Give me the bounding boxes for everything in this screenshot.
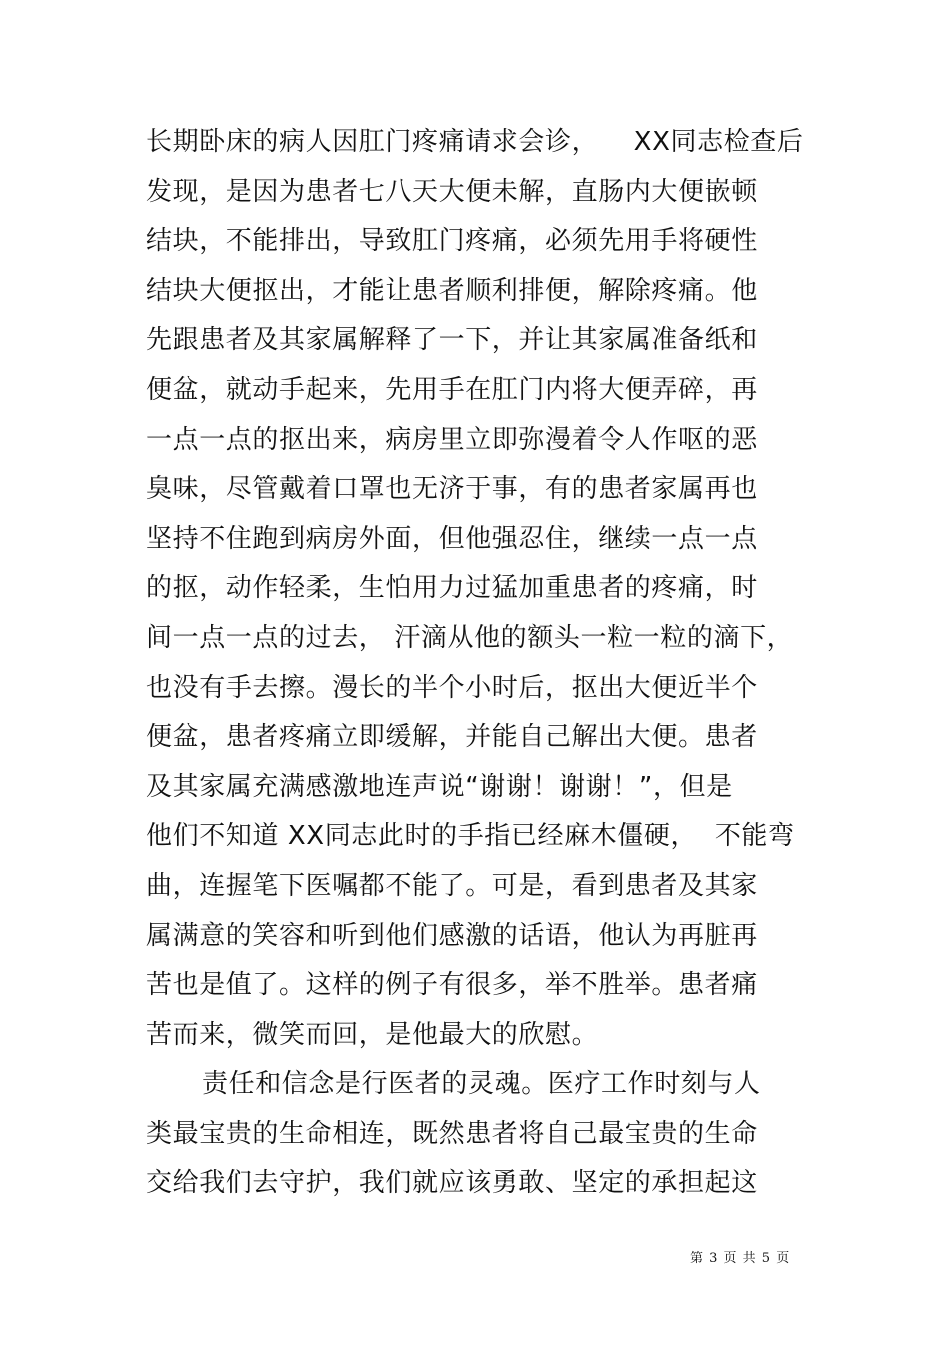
- text-line: 一点一点的抠出来，病房里立即弥漫着令人作呕的恶: [146, 424, 758, 455]
- text-line: 他们不知道 XX同志此时的手指已经麻木僵硬， 不能弯: [146, 821, 795, 852]
- text-line: 曲，连握笔下医嘱都不能了。可是，看到患者及其家: [146, 870, 758, 901]
- text-line: 及其家属充满感激地连声说“谢谢！谢谢！”，但是: [146, 771, 733, 802]
- text-line: 苦也是值了。这样的例子有很多，举不胜举。患者痛: [146, 970, 758, 1001]
- paragraph-start-line: 责任和信念是行医者的灵魂。医疗工作时刻与人: [202, 1069, 761, 1100]
- text-line: 类最宝贵的生命相连，既然患者将自己最宝贵的生命: [146, 1118, 758, 1149]
- text-line: 交给我们去守护，我们就应该勇敢、坚定的承担起这: [146, 1168, 758, 1199]
- text-line: 结块大便抠出，才能让患者顺利排便，解除疼痛。他: [146, 275, 758, 306]
- text-line: 间一点一点的过去， 汗滴从他的额头一粒一粒的滴下，: [146, 622, 794, 653]
- text-line: 也没有手去擦。漫长的半个小时后，抠出大便近半个: [146, 672, 758, 703]
- text-line: 便盆，患者疼痛立即缓解，并能自己解出大便。患者: [146, 722, 758, 753]
- text-line: 臭味，尽管戴着口罩也无济于事，有的患者家属再也: [146, 474, 758, 505]
- text-line: 结块，不能排出，导致肛门疼痛，必须先用手将硬性: [146, 226, 758, 257]
- body-text: [146, 118, 826, 1209]
- page-number: 第 3 页 共 5 页: [690, 1251, 791, 1266]
- text-line: 长期卧床的病人因肛门疼痛请求会诊， XX同志检查后: [146, 127, 804, 157]
- text-line: 便盆，就动手起来，先用手在肛门内将大便弄碎，再: [146, 374, 758, 405]
- text-line: 坚持不住跑到病房外面，但他强忍住，继续一点一点: [146, 523, 758, 554]
- text-line: 先跟患者及其家属解释了一下，并让其家属准备纸和: [146, 325, 758, 356]
- text-line: 的抠，动作轻柔，生怕用力过猛加重患者的疼痛，时: [146, 573, 758, 604]
- text-line: 发现，是因为患者七八天大便未解，直肠内大便嵌顿: [146, 176, 758, 207]
- text-line: 属满意的笑容和听到他们感激的话语，他认为再脏再: [146, 920, 758, 951]
- text-line: 苦而来，微笑而回，是他最大的欣慰。: [146, 1019, 599, 1050]
